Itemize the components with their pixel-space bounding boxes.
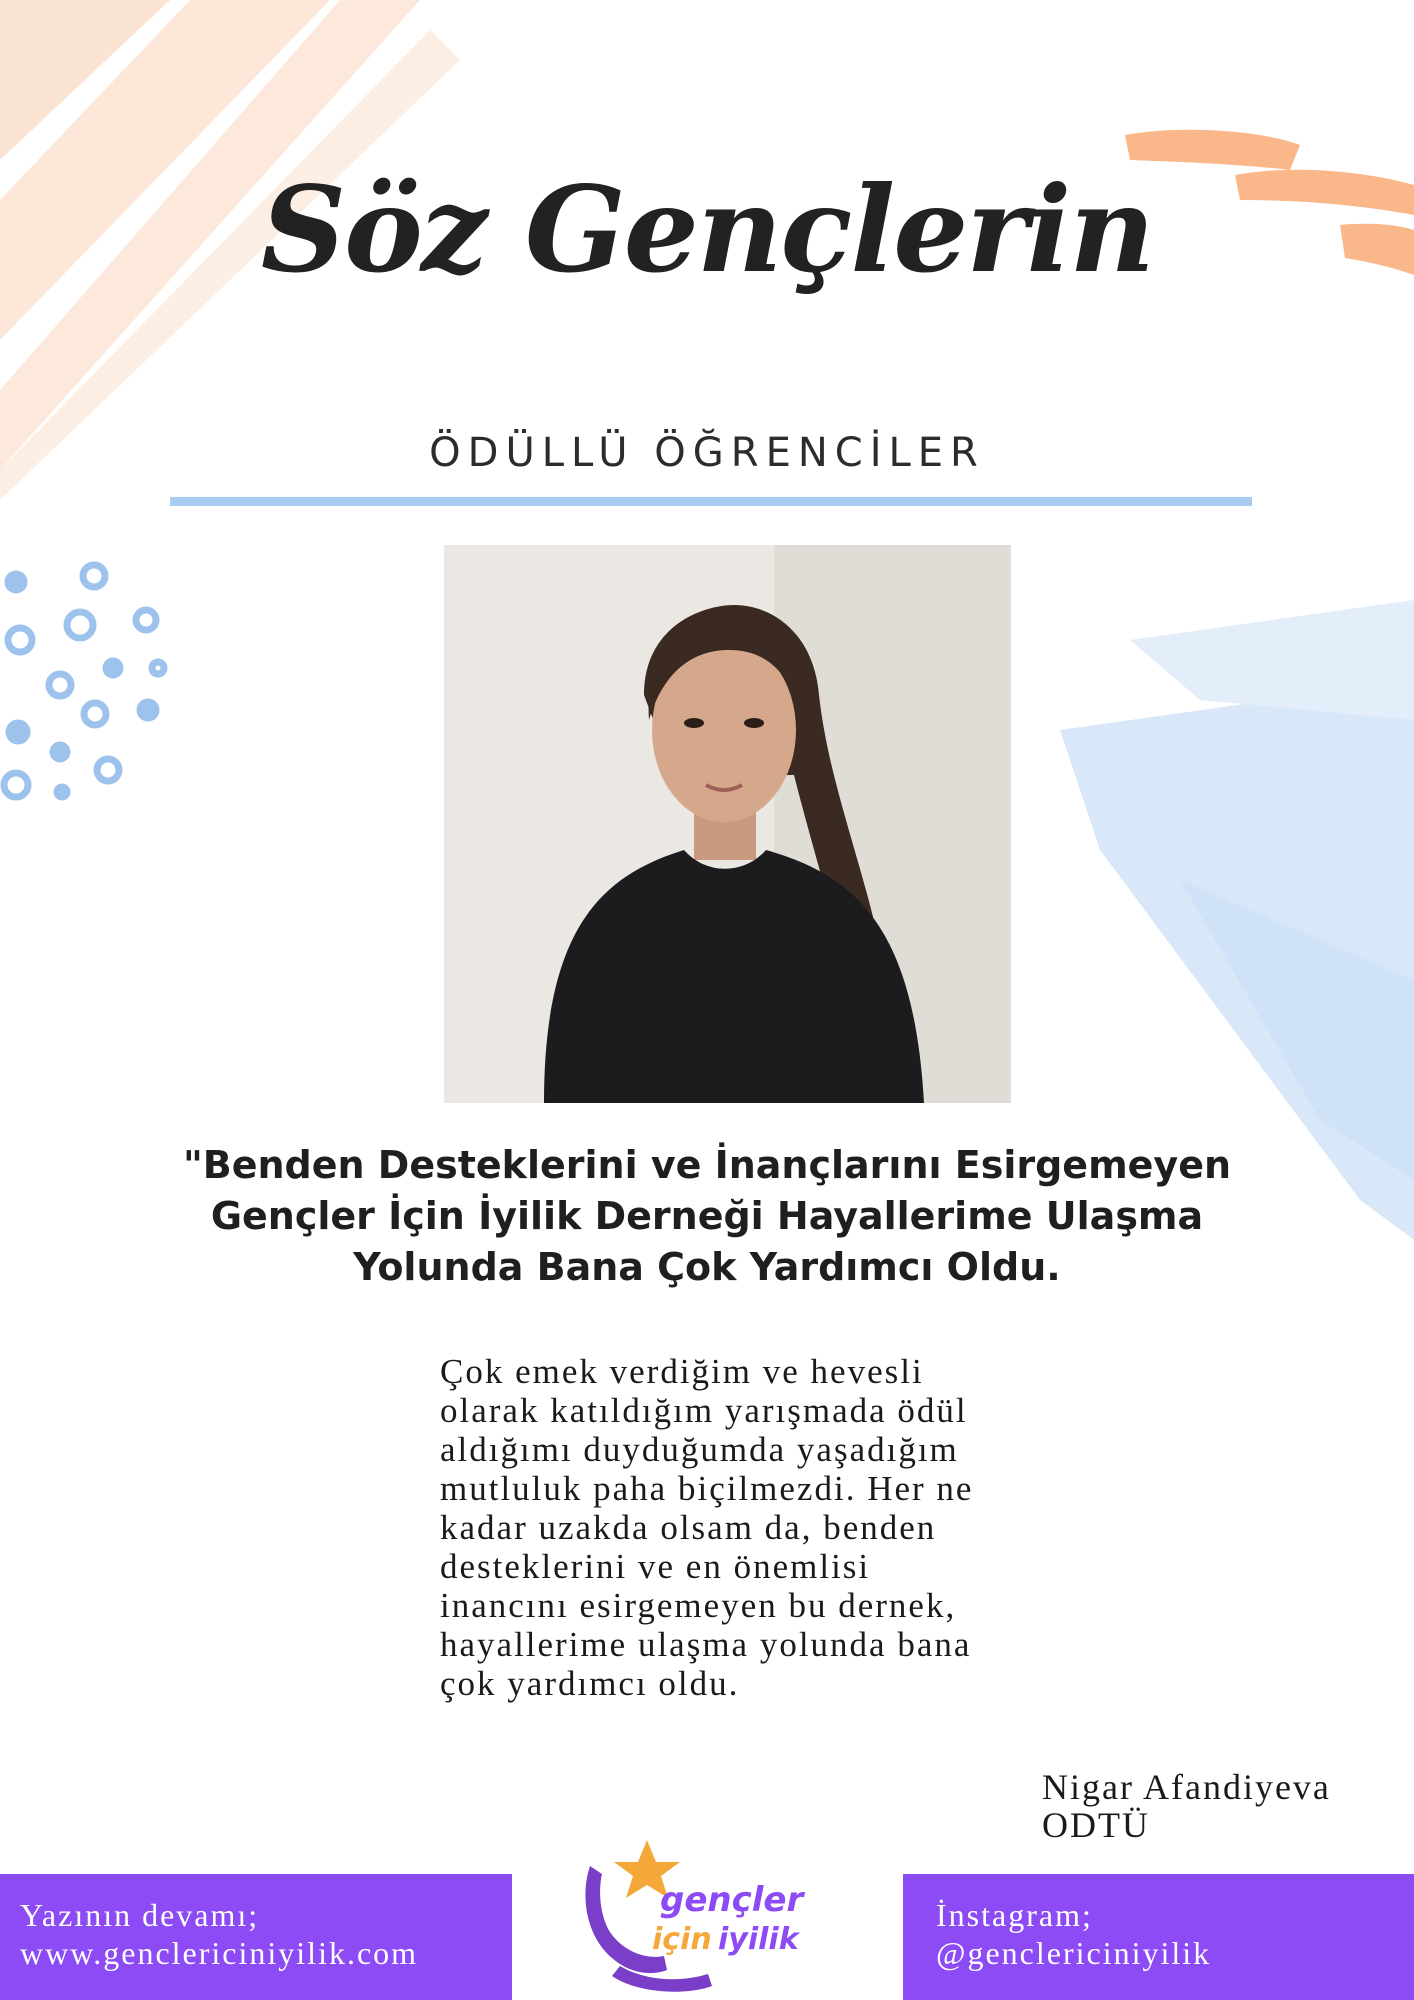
instagram-handle[interactable]: @genclericiniyilik — [936, 1935, 1212, 1971]
student-school: ODTÜ — [1042, 1805, 1150, 1845]
testimonial-body — [440, 1352, 1100, 1703]
body-line: olarak katıldığım yarışmada ödül — [440, 1391, 968, 1430]
signature — [1042, 1768, 1414, 1844]
website-link[interactable]: www.genclericiniyilik.com — [20, 1935, 419, 1971]
organization-logo — [572, 1836, 832, 2000]
body-line: çok yardımcı oldu. — [440, 1664, 740, 1703]
student-name: Nigar Afandiyeva — [1042, 1767, 1331, 1807]
title-divider — [170, 497, 1252, 506]
section-subtitle: ÖDÜLLÜ ÖĞRENCİLER — [429, 430, 985, 476]
blue-dots-decoration — [4, 565, 164, 797]
blue-brush-stroke — [1130, 600, 1414, 720]
quote-text — [150, 1140, 1264, 1293]
body-line: Çok emek verdiğim ve hevesli — [440, 1352, 924, 1391]
logo-word: iyilik — [718, 1922, 799, 1957]
footer-instagram-panel — [903, 1874, 1414, 2000]
body-line: aldığımı duyduğumda yaşadığım — [440, 1430, 959, 1469]
quote-line: "Benden Desteklerini ve İnançlarını Esirgemeyen — [182, 1143, 1232, 1187]
body-line: mutluluk paha biçilmezdi. Her ne — [440, 1469, 974, 1508]
body-line: inancını esirgemeyen bu dernek, — [440, 1586, 957, 1625]
body-line: kadar uzakda olsam da, benden — [440, 1508, 937, 1547]
logo-word: için — [652, 1922, 712, 1957]
quote-line: Gençler İçin İyilik Derneği Hayallerime Ulaşma — [210, 1194, 1204, 1238]
student-photo — [444, 545, 1011, 1103]
page-title: Söz Gençlerin — [260, 160, 1154, 299]
body-line: hayallerime ulaşma yolunda bana — [440, 1625, 972, 1664]
instagram-label: İnstagram; — [936, 1897, 1093, 1933]
quote-line: Yolunda Bana Çok Yardımcı Oldu. — [353, 1245, 1061, 1289]
website-label: Yazının devamı; — [20, 1897, 260, 1933]
body-line: desteklerini ve en önemlisi — [440, 1547, 871, 1586]
footer-website-panel — [0, 1874, 512, 2000]
logo-word: gençler — [660, 1880, 804, 1920]
